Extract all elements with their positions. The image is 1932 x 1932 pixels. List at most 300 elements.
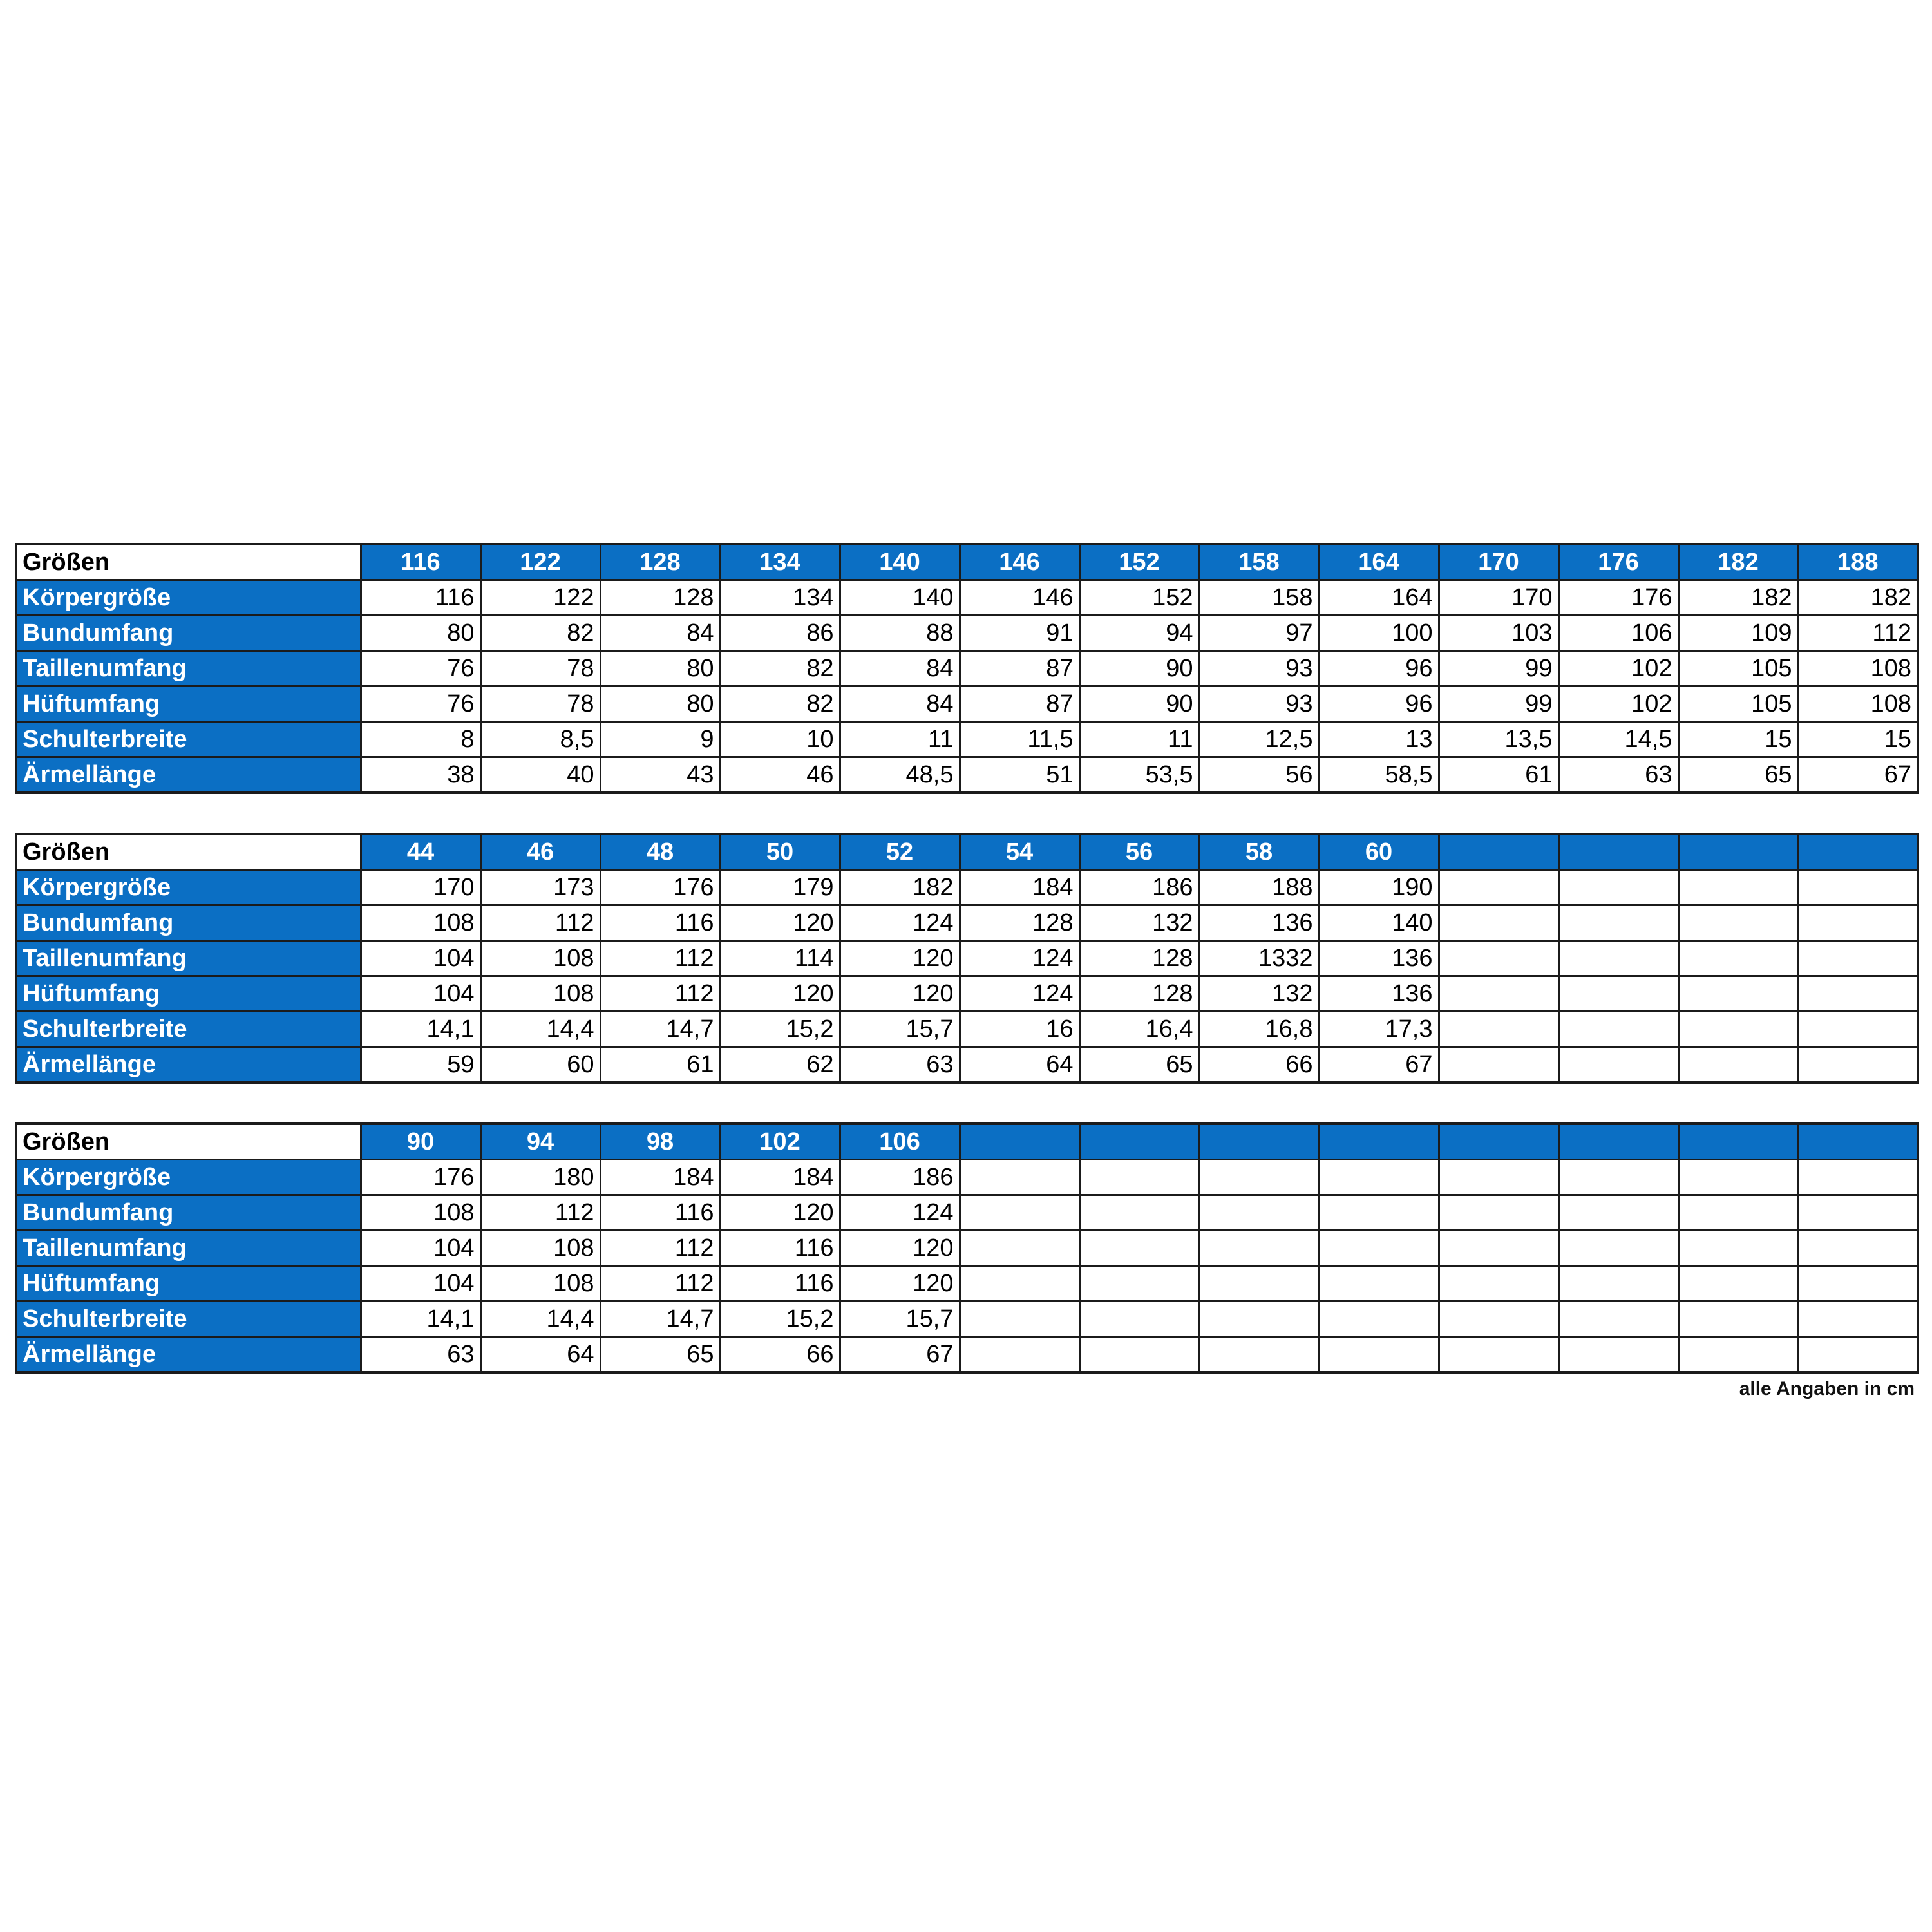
value-cell: 122 (480, 580, 600, 616)
value-cell: 140 (1319, 905, 1439, 941)
value-cell: 146 (960, 580, 1079, 616)
value-cell (1798, 870, 1918, 905)
value-cell (1558, 1231, 1678, 1266)
size-header-cell: 98 (600, 1124, 720, 1160)
value-cell (1439, 1012, 1558, 1047)
size-header-cell (1678, 834, 1798, 870)
value-cell: 11,5 (960, 722, 1079, 757)
size-header-cell: 54 (960, 834, 1079, 870)
value-cell: 112 (600, 976, 720, 1012)
size-header-cell (1798, 834, 1918, 870)
value-cell: 120 (840, 1231, 960, 1266)
value-cell: 108 (361, 1195, 480, 1231)
size-header-cell: 152 (1079, 544, 1199, 580)
value-cell (1558, 1337, 1678, 1373)
value-cell: 59 (361, 1047, 480, 1083)
value-cell: 164 (1319, 580, 1439, 616)
value-cell: 11 (840, 722, 960, 757)
row-label: Körpergröße (16, 870, 361, 905)
value-cell: 63 (361, 1337, 480, 1373)
value-cell (1439, 1266, 1558, 1302)
value-cell (1319, 1302, 1439, 1337)
units-footnote: alle Angaben in cm (1739, 1378, 1915, 1399)
value-cell (1558, 1012, 1678, 1047)
value-cell: 14,4 (480, 1302, 600, 1337)
value-cell: 124 (960, 976, 1079, 1012)
value-cell: 84 (840, 687, 960, 722)
value-cell: 128 (960, 905, 1079, 941)
size-header-cell: 164 (1319, 544, 1439, 580)
value-cell (960, 1302, 1079, 1337)
value-cell: 104 (361, 1231, 480, 1266)
value-cell: 120 (720, 976, 840, 1012)
value-cell (1319, 1266, 1439, 1302)
value-cell: 108 (1798, 687, 1918, 722)
value-cell: 56 (1199, 757, 1319, 793)
value-cell: 46 (720, 757, 840, 793)
value-cell: 99 (1439, 687, 1558, 722)
size-table-2 (15, 833, 1919, 1084)
value-cell (1798, 941, 1918, 976)
row-label: Taillenumfang (16, 1231, 361, 1266)
value-cell: 1332 (1199, 941, 1319, 976)
row-label: Hüftumfang (16, 976, 361, 1012)
value-cell: 16,8 (1199, 1012, 1319, 1047)
value-cell (1678, 1195, 1798, 1231)
value-cell: 40 (480, 757, 600, 793)
value-cell: 116 (720, 1266, 840, 1302)
size-header-cell (1558, 1124, 1678, 1160)
value-cell: 58,5 (1319, 757, 1439, 793)
value-cell: 80 (361, 616, 480, 651)
value-cell: 13 (1319, 722, 1439, 757)
value-cell (1079, 1231, 1199, 1266)
value-cell: 179 (720, 870, 840, 905)
size-header-cell: 94 (480, 1124, 600, 1160)
value-cell (960, 1160, 1079, 1195)
value-cell: 17,3 (1319, 1012, 1439, 1047)
value-cell: 76 (361, 651, 480, 687)
row-label: Körpergröße (16, 1160, 361, 1195)
value-cell (1319, 1231, 1439, 1266)
row-label: Ärmellänge (16, 1047, 361, 1083)
value-cell (1439, 1302, 1558, 1337)
value-cell: 176 (361, 1160, 480, 1195)
value-cell: 105 (1678, 651, 1798, 687)
size-header-cell (1079, 1124, 1199, 1160)
table-row (16, 616, 1918, 651)
value-cell: 176 (1558, 580, 1678, 616)
value-cell (1558, 1160, 1678, 1195)
size-header-cell: 122 (480, 544, 600, 580)
value-cell (1798, 1160, 1918, 1195)
value-cell: 82 (720, 687, 840, 722)
value-cell: 173 (480, 870, 600, 905)
row-label: Taillenumfang (16, 941, 361, 976)
value-cell (1558, 941, 1678, 976)
value-cell: 63 (1558, 757, 1678, 793)
value-cell (1439, 976, 1558, 1012)
value-cell: 8 (361, 722, 480, 757)
value-cell: 12,5 (1199, 722, 1319, 757)
value-cell: 136 (1319, 976, 1439, 1012)
value-cell: 14,1 (361, 1302, 480, 1337)
value-cell (1798, 1195, 1918, 1231)
value-cell: 67 (1798, 757, 1918, 793)
table-row (16, 1012, 1918, 1047)
value-cell: 182 (1678, 580, 1798, 616)
table-row (16, 1195, 1918, 1231)
value-cell: 124 (840, 1195, 960, 1231)
value-cell (1558, 1266, 1678, 1302)
value-cell (1319, 1160, 1439, 1195)
value-cell (1199, 1337, 1319, 1373)
header-row (16, 1124, 1918, 1160)
size-header-cell: 50 (720, 834, 840, 870)
value-cell (1678, 1012, 1798, 1047)
value-cell: 190 (1319, 870, 1439, 905)
value-cell (1798, 905, 1918, 941)
value-cell: 108 (1798, 651, 1918, 687)
value-cell: 90 (1079, 687, 1199, 722)
value-cell: 158 (1199, 580, 1319, 616)
value-cell (960, 1266, 1079, 1302)
value-cell: 84 (840, 651, 960, 687)
value-cell: 9 (600, 722, 720, 757)
value-cell: 14,1 (361, 1012, 480, 1047)
table-row (16, 757, 1918, 793)
value-cell: 102 (1558, 651, 1678, 687)
value-cell: 13,5 (1439, 722, 1558, 757)
value-cell (960, 1231, 1079, 1266)
value-cell (1079, 1337, 1199, 1373)
value-cell: 106 (1558, 616, 1678, 651)
value-cell: 112 (480, 1195, 600, 1231)
value-cell: 99 (1439, 651, 1558, 687)
value-cell: 91 (960, 616, 1079, 651)
value-cell: 10 (720, 722, 840, 757)
value-cell: 132 (1079, 905, 1199, 941)
table-row (16, 1337, 1918, 1373)
row-label: Schulterbreite (16, 1012, 361, 1047)
value-cell: 128 (600, 580, 720, 616)
value-cell (1558, 976, 1678, 1012)
value-cell: 120 (720, 1195, 840, 1231)
value-cell (1798, 1266, 1918, 1302)
size-header-cell: 48 (600, 834, 720, 870)
sizes-header-label: Größen (16, 544, 361, 580)
value-cell: 128 (1079, 941, 1199, 976)
value-cell: 104 (361, 941, 480, 976)
value-cell: 65 (1678, 757, 1798, 793)
value-cell: 112 (480, 905, 600, 941)
size-header-cell (1678, 1124, 1798, 1160)
value-cell: 124 (840, 905, 960, 941)
size-header-cell: 170 (1439, 544, 1558, 580)
size-header-cell: 146 (960, 544, 1079, 580)
value-cell (1678, 976, 1798, 1012)
value-cell: 84 (600, 616, 720, 651)
value-cell (1798, 1047, 1918, 1083)
value-cell: 86 (720, 616, 840, 651)
row-label: Hüftumfang (16, 687, 361, 722)
value-cell: 104 (361, 976, 480, 1012)
value-cell: 176 (600, 870, 720, 905)
value-cell: 170 (1439, 580, 1558, 616)
table-row (16, 1302, 1918, 1337)
value-cell (1439, 1195, 1558, 1231)
value-cell (1558, 905, 1678, 941)
value-cell: 186 (1079, 870, 1199, 905)
size-header-cell (1798, 1124, 1918, 1160)
value-cell: 136 (1319, 941, 1439, 976)
value-cell (1199, 1195, 1319, 1231)
value-cell: 78 (480, 651, 600, 687)
value-cell: 87 (960, 687, 1079, 722)
value-cell (1678, 905, 1798, 941)
value-cell: 114 (720, 941, 840, 976)
value-cell (1678, 1302, 1798, 1337)
value-cell: 136 (1199, 905, 1319, 941)
value-cell: 65 (600, 1337, 720, 1373)
value-cell: 80 (600, 687, 720, 722)
value-cell: 180 (480, 1160, 600, 1195)
row-label: Körpergröße (16, 580, 361, 616)
table-row (16, 976, 1918, 1012)
value-cell: 104 (361, 1266, 480, 1302)
value-cell: 134 (720, 580, 840, 616)
value-cell (1678, 870, 1798, 905)
row-label: Bundumfang (16, 616, 361, 651)
value-cell: 61 (600, 1047, 720, 1083)
row-label: Ärmellänge (16, 757, 361, 793)
row-label: Hüftumfang (16, 1266, 361, 1302)
value-cell (1439, 1231, 1558, 1266)
size-table-1 (15, 543, 1919, 794)
size-header-cell: 188 (1798, 544, 1918, 580)
value-cell (1678, 1266, 1798, 1302)
value-cell: 96 (1319, 651, 1439, 687)
value-cell: 66 (720, 1337, 840, 1373)
row-label: Taillenumfang (16, 651, 361, 687)
value-cell: 87 (960, 651, 1079, 687)
value-cell: 112 (600, 941, 720, 976)
value-cell (1319, 1195, 1439, 1231)
value-cell: 67 (840, 1337, 960, 1373)
row-label: Schulterbreite (16, 1302, 361, 1337)
size-header-cell (960, 1124, 1079, 1160)
value-cell: 120 (840, 1266, 960, 1302)
value-cell: 102 (1558, 687, 1678, 722)
size-header-cell: 140 (840, 544, 960, 580)
value-cell (1079, 1266, 1199, 1302)
value-cell: 63 (840, 1047, 960, 1083)
value-cell: 15 (1678, 722, 1798, 757)
value-cell (1798, 1231, 1918, 1266)
value-cell: 188 (1199, 870, 1319, 905)
value-cell: 184 (600, 1160, 720, 1195)
value-cell (1199, 1231, 1319, 1266)
value-cell: 97 (1199, 616, 1319, 651)
value-cell: 43 (600, 757, 720, 793)
value-cell (1798, 1337, 1918, 1373)
table-row (16, 1047, 1918, 1083)
value-cell: 15,2 (720, 1302, 840, 1337)
size-header-cell: 182 (1678, 544, 1798, 580)
value-cell: 116 (600, 1195, 720, 1231)
value-cell (1678, 1160, 1798, 1195)
value-cell: 88 (840, 616, 960, 651)
sizes-header-label: Größen (16, 834, 361, 870)
value-cell: 53,5 (1079, 757, 1199, 793)
value-cell (1199, 1302, 1319, 1337)
value-cell: 120 (840, 941, 960, 976)
value-cell: 105 (1678, 687, 1798, 722)
value-cell (1678, 1231, 1798, 1266)
value-cell: 48,5 (840, 757, 960, 793)
value-cell: 78 (480, 687, 600, 722)
value-cell (1079, 1302, 1199, 1337)
value-cell: 11 (1079, 722, 1199, 757)
value-cell (1558, 1195, 1678, 1231)
value-cell: 186 (840, 1160, 960, 1195)
value-cell: 94 (1079, 616, 1199, 651)
value-cell: 14,7 (600, 1302, 720, 1337)
value-cell: 112 (600, 1266, 720, 1302)
value-cell: 82 (480, 616, 600, 651)
value-cell: 8,5 (480, 722, 600, 757)
value-cell: 116 (600, 905, 720, 941)
value-cell: 182 (1798, 580, 1918, 616)
value-cell (1798, 1302, 1918, 1337)
value-cell (1439, 1047, 1558, 1083)
table-row (16, 687, 1918, 722)
value-cell: 65 (1079, 1047, 1199, 1083)
row-label: Schulterbreite (16, 722, 361, 757)
value-cell: 15,7 (840, 1012, 960, 1047)
size-header-cell: 56 (1079, 834, 1199, 870)
table-row (16, 1160, 1918, 1195)
value-cell: 100 (1319, 616, 1439, 651)
value-cell: 116 (361, 580, 480, 616)
value-cell: 93 (1199, 651, 1319, 687)
value-cell: 16,4 (1079, 1012, 1199, 1047)
size-header-cell (1199, 1124, 1319, 1160)
header-row (16, 544, 1918, 580)
size-header-cell: 158 (1199, 544, 1319, 580)
size-table-3 (15, 1122, 1919, 1374)
value-cell: 184 (720, 1160, 840, 1195)
value-cell: 14,7 (600, 1012, 720, 1047)
value-cell: 140 (840, 580, 960, 616)
value-cell: 38 (361, 757, 480, 793)
size-header-cell: 90 (361, 1124, 480, 1160)
row-label: Bundumfang (16, 905, 361, 941)
value-cell (1199, 1266, 1319, 1302)
value-cell (1439, 1337, 1558, 1373)
value-cell (1798, 976, 1918, 1012)
value-cell: 108 (480, 976, 600, 1012)
value-cell: 14,4 (480, 1012, 600, 1047)
value-cell: 132 (1199, 976, 1319, 1012)
size-header-cell: 128 (600, 544, 720, 580)
size-header-cell: 116 (361, 544, 480, 580)
value-cell: 60 (480, 1047, 600, 1083)
value-cell (1678, 1047, 1798, 1083)
size-header-cell: 176 (1558, 544, 1678, 580)
value-cell: 128 (1079, 976, 1199, 1012)
size-header-cell: 44 (361, 834, 480, 870)
size-header-cell: 106 (840, 1124, 960, 1160)
size-header-cell: 52 (840, 834, 960, 870)
value-cell (1558, 1047, 1678, 1083)
table-row (16, 1266, 1918, 1302)
value-cell: 51 (960, 757, 1079, 793)
value-cell: 108 (361, 905, 480, 941)
value-cell: 61 (1439, 757, 1558, 793)
size-header-cell: 46 (480, 834, 600, 870)
value-cell: 16 (960, 1012, 1079, 1047)
value-cell: 109 (1678, 616, 1798, 651)
value-cell: 124 (960, 941, 1079, 976)
value-cell (1439, 905, 1558, 941)
row-label: Ärmellänge (16, 1337, 361, 1373)
value-cell (1678, 1337, 1798, 1373)
size-header-cell: 60 (1319, 834, 1439, 870)
value-cell: 112 (1798, 616, 1918, 651)
table-row (16, 905, 1918, 941)
value-cell (1439, 870, 1558, 905)
value-cell: 120 (840, 976, 960, 1012)
value-cell: 82 (720, 651, 840, 687)
value-cell: 15 (1798, 722, 1918, 757)
value-cell (960, 1337, 1079, 1373)
value-cell: 103 (1439, 616, 1558, 651)
value-cell: 15,2 (720, 1012, 840, 1047)
value-cell (1079, 1195, 1199, 1231)
size-header-cell: 58 (1199, 834, 1319, 870)
value-cell: 184 (960, 870, 1079, 905)
value-cell: 93 (1199, 687, 1319, 722)
size-header-cell (1439, 1124, 1558, 1160)
value-cell (1079, 1160, 1199, 1195)
value-cell: 67 (1319, 1047, 1439, 1083)
table-row (16, 580, 1918, 616)
value-cell (1558, 870, 1678, 905)
value-cell: 64 (480, 1337, 600, 1373)
table-row (16, 722, 1918, 757)
value-cell (1439, 941, 1558, 976)
value-cell: 108 (480, 1266, 600, 1302)
value-cell (960, 1195, 1079, 1231)
header-row (16, 834, 1918, 870)
size-header-cell: 134 (720, 544, 840, 580)
value-cell (1319, 1337, 1439, 1373)
value-cell (1199, 1160, 1319, 1195)
value-cell (1678, 941, 1798, 976)
sizes-header-label: Größen (16, 1124, 361, 1160)
size-header-cell (1558, 834, 1678, 870)
table-row (16, 941, 1918, 976)
table-row (16, 1231, 1918, 1266)
row-label: Bundumfang (16, 1195, 361, 1231)
value-cell: 62 (720, 1047, 840, 1083)
value-cell: 14,5 (1558, 722, 1678, 757)
value-cell (1798, 1012, 1918, 1047)
value-cell: 182 (840, 870, 960, 905)
value-cell: 152 (1079, 580, 1199, 616)
value-cell: 108 (480, 1231, 600, 1266)
